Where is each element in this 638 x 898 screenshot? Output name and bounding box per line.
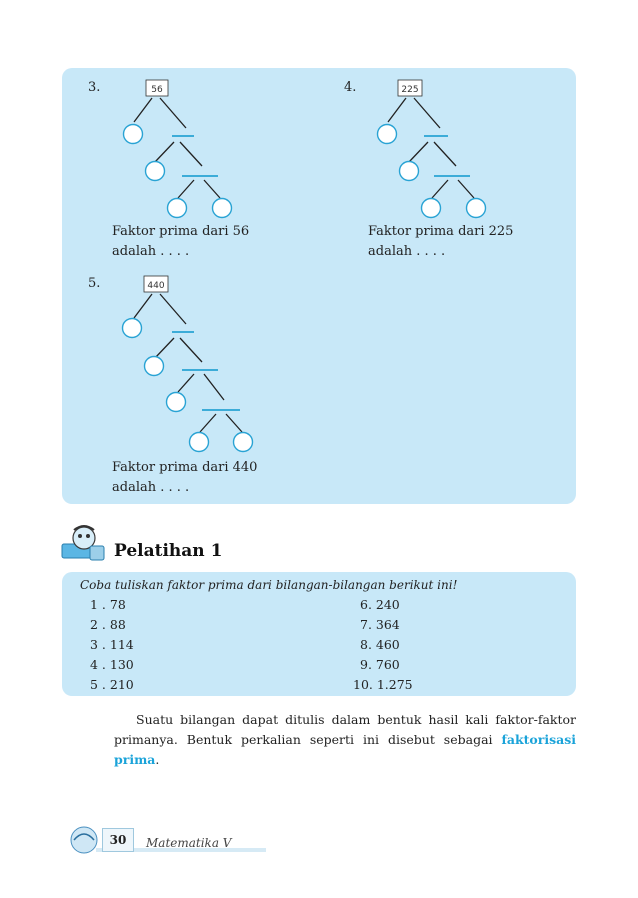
answer-circle[interactable] <box>378 125 397 144</box>
exercise-item: 8. 460 <box>360 637 400 652</box>
exercise-item: 10. 1.275 <box>353 677 413 692</box>
caption-line: Faktor prima dari 225 <box>368 224 514 239</box>
answer-circle[interactable] <box>167 393 186 412</box>
caption-line: adalah . . . . <box>112 480 190 495</box>
tree-caption <box>112 458 257 498</box>
factor-tree-56 <box>110 78 270 228</box>
definition-paragraph <box>114 710 576 770</box>
factor-tree-225 <box>364 78 524 228</box>
answer-circle[interactable] <box>400 162 419 181</box>
student-mascot-icon <box>60 522 110 564</box>
item-number: 4. <box>344 80 357 95</box>
answer-circle[interactable] <box>146 162 165 181</box>
exercise-item: 9. 760 <box>360 657 400 672</box>
answer-circle[interactable] <box>467 199 486 218</box>
answer-circle[interactable] <box>190 433 209 452</box>
factor-tree-440 <box>110 274 280 464</box>
answer-circle[interactable] <box>124 125 143 144</box>
caption-line: adalah . . . . <box>112 244 190 259</box>
exercise-item: 7. 364 <box>360 617 400 632</box>
page-number: 30 <box>102 828 134 852</box>
tree-caption <box>368 222 513 262</box>
item-number: 5. <box>88 276 101 291</box>
answer-circle[interactable] <box>213 199 232 218</box>
root-number: 56 <box>151 85 163 95</box>
answer-circle[interactable] <box>422 199 441 218</box>
caption-line: Faktor prima dari 440 <box>112 460 258 475</box>
exercise-item: 1 . 78 <box>90 597 126 612</box>
root-number: 440 <box>147 281 165 291</box>
exercise-item: 5 . 210 <box>90 677 134 692</box>
paragraph-text: Suatu bilangan dapat ditulis dalam bentuk hasil kali faktor-faktor primanya. Bentuk perkalian seperti ini disebut sebagai <box>114 712 576 747</box>
exercise-instruction: Coba tuliskan faktor prima dari bilangan-bilangan berikut ini! <box>80 578 458 592</box>
paragraph-end: . <box>155 752 160 767</box>
exercise-item: 3 . 114 <box>90 637 134 652</box>
answer-circle[interactable] <box>234 433 253 452</box>
answer-circle[interactable] <box>123 319 142 338</box>
caption-line: Faktor prima dari 56 <box>112 224 250 239</box>
item-number: 3. <box>88 80 101 95</box>
tree-caption <box>112 222 249 262</box>
exercise-item: 6. 240 <box>360 597 400 612</box>
exercise-item: 4 . 130 <box>90 657 134 672</box>
exercise-item: 2 . 88 <box>90 617 126 632</box>
exercise-title: Pelatihan 1 <box>114 541 223 561</box>
book-title: Matematika V <box>146 836 232 850</box>
caption-line: adalah . . . . <box>368 244 446 259</box>
root-number: 225 <box>401 85 419 95</box>
answer-circle[interactable] <box>168 199 187 218</box>
answer-circle[interactable] <box>145 357 164 376</box>
highlight-term: faktorisasi prima <box>114 732 576 767</box>
